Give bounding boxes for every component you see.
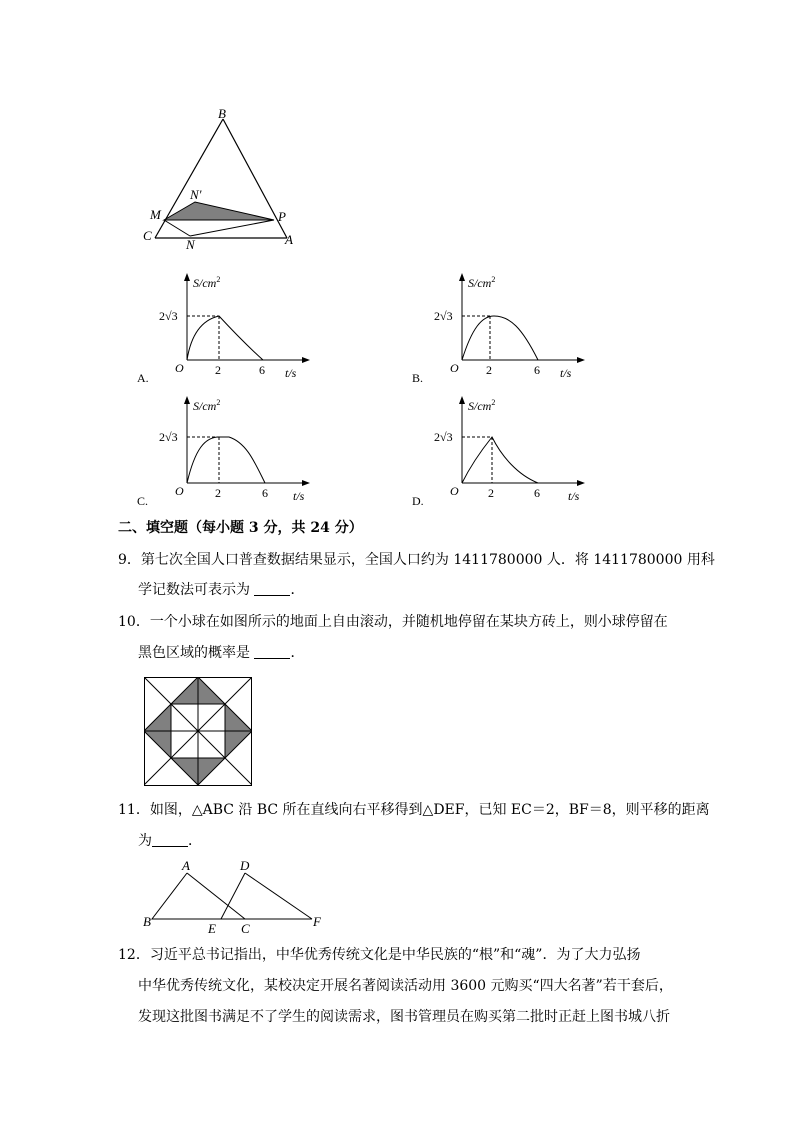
- triangle-figure: [140, 104, 310, 254]
- label-B: B: [143, 914, 151, 929]
- y-axis-label: $S/cm^2$: [193, 398, 221, 413]
- q9-line2: [138, 580, 304, 600]
- option-letter: D.: [412, 494, 424, 508]
- y-axis-label: $S/cm^2$: [468, 398, 496, 413]
- option-graph-D[interactable]: [410, 393, 590, 511]
- label-N: N: [186, 237, 195, 252]
- label-C: C: [143, 228, 152, 243]
- q11-line2-end: ．: [188, 833, 202, 849]
- origin-label: O: [175, 484, 184, 498]
- option-letter: B.: [412, 371, 424, 385]
- x-axis-label: t/s: [293, 489, 305, 503]
- y-axis-label: $S/cm^2$: [468, 275, 496, 290]
- x-tick-6: 6: [259, 363, 265, 377]
- option-graph-A[interactable]: [135, 270, 315, 388]
- y-value-label: 2√3: [159, 430, 178, 444]
- option-letter: A.: [137, 371, 149, 385]
- x-tick-2: 2: [488, 486, 494, 500]
- q11-line1: 11．如图，△ABC 沿 BC 所在直线向右平移得到△DEF，已知 EC＝2，BF＝8，则平移的距离: [118, 802, 710, 818]
- label-P: P: [278, 209, 286, 224]
- y-value-label: 2√3: [159, 309, 178, 323]
- label-E: E: [208, 921, 216, 936]
- label-A: A: [285, 232, 293, 247]
- label-M: M: [150, 207, 161, 222]
- q10-line2-end: ．: [290, 645, 305, 661]
- q9-line1: 9．第七次全国人口普查数据结果显示，全国人口约为 1411780000 人．将 1411780000 用科: [118, 552, 715, 568]
- x-tick-6: 6: [534, 363, 540, 377]
- shaded-region: [164, 202, 274, 220]
- x-tick-6: 6: [534, 486, 540, 500]
- x-tick-2: 2: [215, 363, 221, 377]
- q9-line2-text: 学记数法可表示为: [138, 582, 255, 598]
- q12-line2: 中华优秀传统文化，某校决定开展名著阅读活动用 3600 元购买“四大名著”若干套后，: [138, 978, 673, 994]
- x-tick-2: 2: [215, 486, 221, 500]
- origin-label: O: [450, 361, 459, 375]
- option-letter: C.: [137, 494, 149, 508]
- y-axis-label: $S/cm^2$: [193, 275, 221, 290]
- label-D: D: [240, 858, 250, 873]
- section-title: 二、填空题（每小题 3 分，共 24 分）: [118, 520, 363, 536]
- q9-line2-end: ．: [290, 582, 305, 598]
- x-axis-label: t/s: [560, 366, 572, 380]
- origin-label: O: [175, 361, 184, 375]
- x-tick-6: 6: [262, 486, 268, 500]
- q12-line1: 12．习近平总书记指出，中华优秀传统文化是中华民族的“根”和“魂”．为了大力弘扬: [118, 947, 641, 963]
- label-F: F: [313, 914, 321, 929]
- label-N-prime: N': [190, 187, 202, 202]
- q10-line2: [138, 643, 304, 663]
- label-C: C: [241, 921, 250, 936]
- q11-line2-text: 为: [138, 833, 152, 849]
- label-A: A: [182, 858, 190, 873]
- y-value-label: 2√3: [434, 309, 453, 323]
- q12-line3: 发现这批图书满足不了学生的阅读需求，图书管理员在购买第二批时正赶上图书城八折: [138, 1009, 670, 1025]
- label-B: B: [218, 106, 226, 121]
- q10-line2-text: 黑色区域的概率是: [138, 645, 255, 661]
- x-tick-2: 2: [486, 363, 492, 377]
- y-value-label: 2√3: [434, 430, 453, 444]
- q9-answer-blank[interactable]: [254, 581, 290, 596]
- q10-line1: 10．一个小球在如图所示的地面上自由滚动，并随机地停留在某块方砖上，则小球停留在: [118, 614, 668, 630]
- q11-line2: [138, 831, 202, 851]
- option-graph-B[interactable]: [410, 270, 590, 388]
- origin-label: O: [450, 484, 459, 498]
- x-axis-label: t/s: [568, 489, 580, 503]
- translation-figure: [140, 858, 330, 938]
- tile-floor-figure: [144, 677, 252, 786]
- x-axis-label: t/s: [285, 366, 297, 380]
- option-graph-C[interactable]: [135, 393, 315, 511]
- q11-answer-blank[interactable]: [152, 832, 188, 847]
- q10-answer-blank[interactable]: [254, 644, 290, 659]
